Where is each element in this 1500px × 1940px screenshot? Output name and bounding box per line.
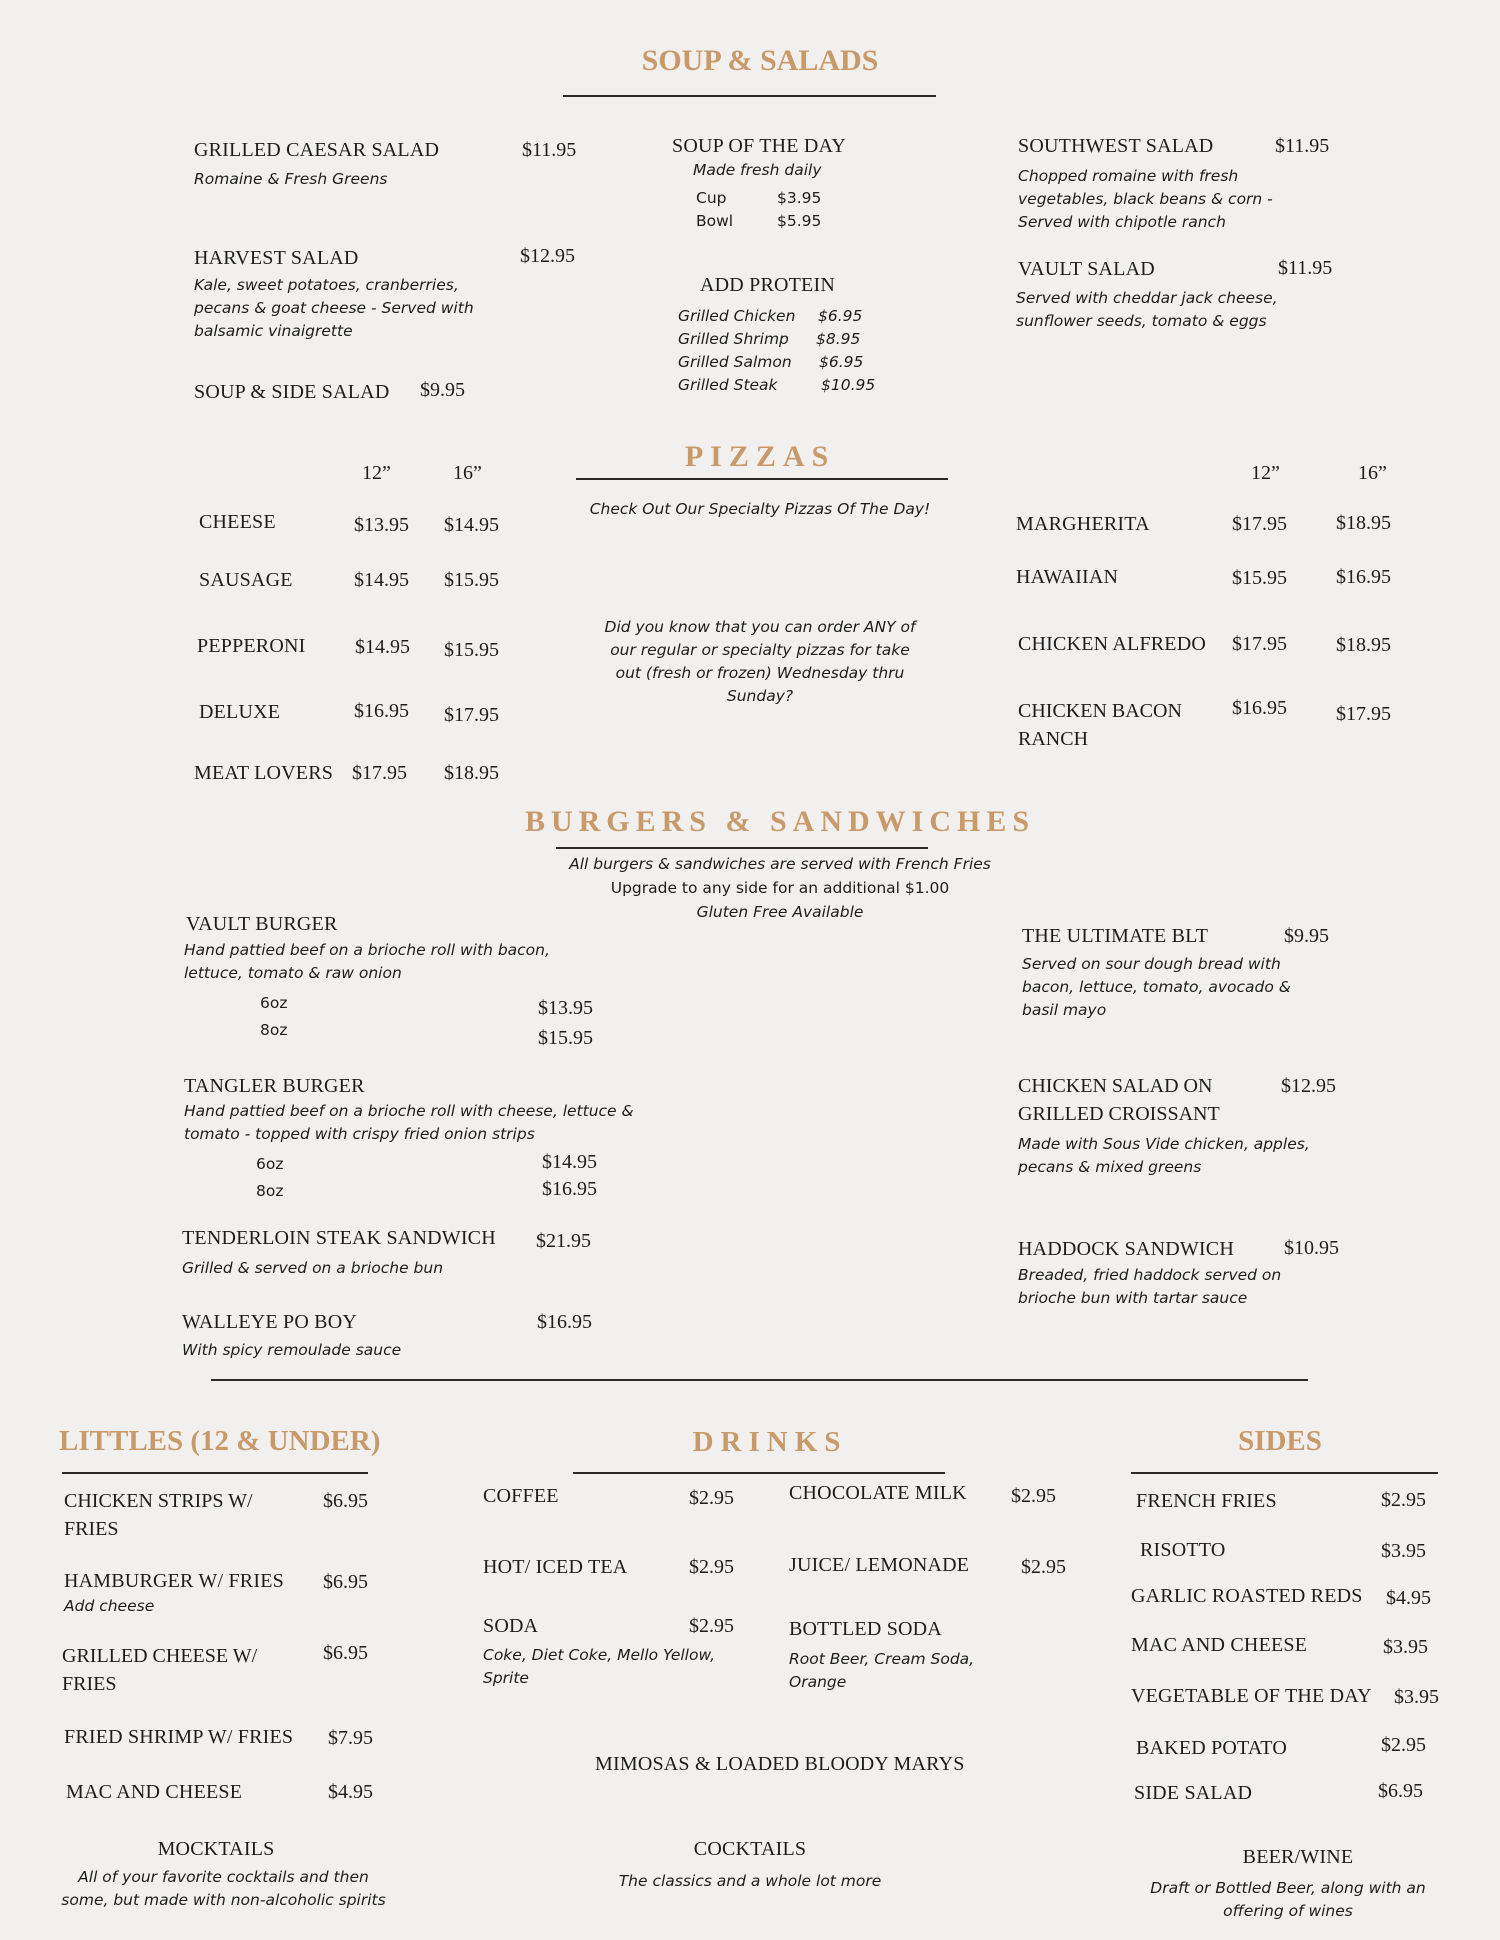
soda-price: $2.95 [689, 1615, 734, 1637]
tenderloin-price: $21.95 [536, 1230, 591, 1252]
vault-burger-desc: Hand pattied beef on a brioche roll with bacon, lettuce, tomato & raw onion [184, 941, 550, 982]
juice-name: JUICE/ LEMONADE [789, 1554, 970, 1576]
grilled-caesar-name: GRILLED CAESAR SALAD [194, 139, 440, 161]
haddock-desc: Breaded, fried haddock served on brioche bun with tartar sauce [1018, 1266, 1282, 1307]
pizza-name: MEAT LOVERS [194, 762, 334, 784]
soup-salads-divider [563, 95, 936, 97]
protein-label: Grilled Steak [678, 376, 778, 394]
pizzas-heading: PIZZAS [684, 440, 836, 473]
protein-price: $10.95 [821, 376, 876, 394]
chicken-strips-name: CHICKEN STRIPS W/ FRIES [64, 1490, 253, 1540]
side-name: BAKED POTATO [1136, 1737, 1287, 1759]
grilled-caesar-price: $11.95 [522, 139, 577, 161]
coffee-price: $2.95 [689, 1487, 734, 1509]
chicken-salad-price: $12.95 [1281, 1075, 1336, 1097]
pizza-price-12: $15.95 [1232, 567, 1287, 589]
pizza-name: CHEESE [199, 511, 276, 533]
pizza-price-16: $15.95 [444, 639, 499, 661]
drinks-heading: DRINKS [692, 1426, 848, 1458]
size-16-label-right: 16” [1358, 462, 1387, 484]
chicken-salad-desc: Made with Sous Vide chicken, apples, pecans & mixed greens [1018, 1135, 1310, 1176]
hamburger-kids-name: HAMBURGER W/ FRIES [64, 1570, 284, 1592]
pizza-name: CHICKEN ALFREDO [1018, 633, 1207, 655]
size-16-label: 16” [453, 462, 482, 484]
soup-day-desc: Made fresh daily [693, 161, 822, 179]
fried-shrimp-price: $7.95 [328, 1727, 373, 1749]
soup-side-price: $9.95 [420, 379, 465, 401]
pizza-price-12: $17.95 [1232, 513, 1287, 535]
southwest-desc: Chopped romaine with fresh vegetables, black beans & corn - Served with chipotle ranch [1018, 167, 1273, 231]
side-price: $4.95 [1386, 1587, 1431, 1609]
size-12-label-right: 12” [1251, 462, 1280, 484]
pizza-price-12: $16.95 [1232, 697, 1287, 719]
pizza-name: SAUSAGE [199, 569, 293, 591]
harvest-desc: Kale, sweet potatoes, cranberries, pecans & goat cheese - Served with balsamic vinaigrette [194, 276, 474, 340]
tenderloin-desc: Grilled & served on a brioche bun [182, 1259, 444, 1277]
pizza-price-16: $16.95 [1336, 566, 1391, 588]
pizza-price-16: $14.95 [444, 514, 499, 536]
pizza-price-12: $17.95 [352, 762, 407, 784]
soup-bowl-label: Bowl [696, 212, 734, 230]
protein-price: $6.95 [818, 307, 863, 325]
grilled-caesar-desc: Romaine & Fresh Greens [194, 170, 388, 188]
blt-desc: Served on sour dough bread with bacon, lettuce, tomato, avocado & basil mayo [1022, 955, 1291, 1019]
soda-name: SODA [483, 1615, 539, 1637]
vault-burger-price: $13.95 [538, 997, 593, 1019]
coffee-name: COFFEE [483, 1485, 559, 1507]
hamburger-kids-desc: Add cheese [64, 1597, 155, 1615]
pizza-price-12: $16.95 [354, 700, 409, 722]
pizza-name: HAWAIIAN [1016, 566, 1119, 588]
drinks-divider [573, 1472, 945, 1474]
walleye-desc: With spicy remoulade sauce [182, 1341, 402, 1359]
side-name: FRENCH FRIES [1136, 1490, 1277, 1512]
vault-salad-desc: Served with cheddar jack cheese, sunflower seeds, tomato & eggs [1016, 289, 1278, 330]
chocolate-milk-name: CHOCOLATE MILK [789, 1482, 967, 1504]
soup-bowl-price: $5.95 [777, 212, 822, 230]
beer-wine-name: BEER/WINE [1242, 1846, 1354, 1868]
mac-kids-price: $4.95 [328, 1781, 373, 1803]
pizzas-divider [576, 478, 948, 480]
southwest-price: $11.95 [1275, 135, 1330, 157]
southwest-name: SOUTHWEST SALAD [1018, 135, 1214, 157]
burgers-note-upgrade: Upgrade to any side for an additional $1.00 [610, 879, 950, 897]
side-name: MAC AND CHEESE [1131, 1634, 1308, 1656]
soup-cup-price: $3.95 [777, 189, 822, 207]
side-price: $2.95 [1381, 1734, 1426, 1756]
grilled-cheese-name: GRILLED CHEESE W/ FRIES [62, 1645, 258, 1695]
burgers-heading: BURGERS & SANDWICHES [524, 805, 1036, 838]
bottled-soda-desc: Root Beer, Cream Soda, Orange [789, 1650, 975, 1691]
protein-label: Grilled Shrimp [678, 330, 789, 348]
blt-price: $9.95 [1284, 925, 1329, 947]
vault-burger-name: VAULT BURGER [186, 913, 338, 935]
chicken-salad-name: CHICKEN SALAD ON GRILLED CROISSANT [1018, 1075, 1220, 1125]
walleye-name: WALLEYE PO BOY [182, 1311, 358, 1333]
littles-divider [62, 1472, 368, 1474]
pizza-price-12: $14.95 [355, 636, 410, 658]
section-divider [211, 1379, 1308, 1381]
side-name: VEGETABLE OF THE DAY [1131, 1685, 1372, 1707]
pizza-price-16: $18.95 [1336, 512, 1391, 534]
harvest-price: $12.95 [520, 245, 575, 267]
vault-burger-size: 6oz [260, 994, 288, 1012]
size-12-label: 12” [362, 462, 391, 484]
side-price: $2.95 [1381, 1489, 1426, 1511]
harvest-name: HARVEST SALAD [194, 247, 359, 269]
soup-day-name: SOUP OF THE DAY [672, 135, 846, 157]
side-name: GARLIC ROASTED REDS [1131, 1585, 1363, 1607]
tea-price: $2.95 [689, 1556, 734, 1578]
littles-heading: LITTLES (12 & UNDER) [59, 1425, 381, 1457]
side-price: $3.95 [1383, 1636, 1428, 1658]
pizza-name: MARGHERITA [1016, 513, 1150, 535]
mac-kids-name: MAC AND CHEESE [66, 1781, 243, 1803]
beer-wine-desc: Draft or Bottled Beer, along with an offering of wines [1150, 1879, 1426, 1920]
tangler-burger-price: $14.95 [542, 1151, 597, 1173]
side-price: $3.95 [1394, 1686, 1439, 1708]
side-price: $3.95 [1381, 1540, 1426, 1562]
vault-burger-size: 8oz [260, 1021, 288, 1039]
side-name: SIDE SALAD [1134, 1782, 1253, 1804]
pizza-name: PEPPERONI [197, 635, 306, 657]
haddock-price: $10.95 [1284, 1237, 1339, 1259]
protein-price: $8.95 [816, 330, 861, 348]
chocolate-milk-price: $2.95 [1011, 1485, 1056, 1507]
pizza-price-16: $18.95 [444, 762, 499, 784]
burgers-divider [556, 847, 928, 849]
tea-name: HOT/ ICED TEA [483, 1556, 628, 1578]
sides-heading: SIDES [1238, 1425, 1322, 1457]
vault-burger-price: $15.95 [538, 1027, 593, 1049]
tangler-burger-size: 8oz [256, 1182, 284, 1200]
burgers-note-gluten: Gluten Free Available [696, 903, 864, 921]
juice-price: $2.95 [1021, 1556, 1066, 1578]
protein-label: Grilled Salmon [678, 353, 792, 371]
mocktails-desc: All of your favorite cocktails and then some, but made with non-alcoholic spirits [61, 1868, 386, 1909]
tangler-burger-desc: Hand pattied beef on a brioche roll with cheese, lettuce & tomato - topped with crispy fried onion strips [184, 1102, 634, 1143]
chicken-strips-price: $6.95 [323, 1490, 368, 1512]
pizza-tagline: Check Out Our Specialty Pizzas Of The Day! [589, 500, 931, 518]
protein-label: Grilled Chicken [678, 307, 796, 325]
pizza-price-16: $17.95 [1336, 703, 1391, 725]
pizza-price-16: $15.95 [444, 569, 499, 591]
pizza-price-16: $17.95 [444, 704, 499, 726]
tenderloin-name: TENDERLOIN STEAK SANDWICH [182, 1227, 496, 1249]
pizza-price-16: $18.95 [1336, 634, 1391, 656]
burgers-note-fries: All burgers & sandwiches are served with French Fries [569, 855, 991, 873]
bottled-soda-name: BOTTLED SODA [789, 1618, 942, 1640]
cocktails-desc: The classics and a whole lot more [618, 1872, 882, 1890]
walleye-price: $16.95 [537, 1311, 592, 1333]
cocktails-name: COCKTAILS [693, 1838, 807, 1860]
soda-desc: Coke, Diet Coke, Mello Yellow, Sprite [483, 1646, 716, 1687]
vault-salad-price: $11.95 [1278, 257, 1333, 279]
sides-divider [1131, 1472, 1438, 1474]
hamburger-kids-price: $6.95 [323, 1571, 368, 1593]
mimosas-label: MIMOSAS & LOADED BLOODY MARYS [595, 1753, 965, 1775]
protein-price: $6.95 [819, 353, 864, 371]
fried-shrimp-name: FRIED SHRIMP W/ FRIES [64, 1726, 294, 1748]
pizza-price-12: $13.95 [354, 514, 409, 536]
pizza-price-12: $14.95 [354, 569, 409, 591]
pizza-name: CHICKEN BACON RANCH [1018, 700, 1182, 750]
pizza-price-12: $17.95 [1232, 633, 1287, 655]
pizza-takeout-note: Did you know that you can order ANY of our regular or specialty pizzas for take out (fresh or frozen) Wednesday thru Sunday? [604, 618, 916, 705]
side-price: $6.95 [1378, 1780, 1423, 1802]
grilled-cheese-price: $6.95 [323, 1642, 368, 1664]
tangler-burger-price: $16.95 [542, 1178, 597, 1200]
pizza-name: DELUXE [199, 701, 281, 723]
haddock-name: HADDOCK SANDWICH [1018, 1238, 1234, 1260]
soup-salads-heading: SOUP & SALADS [641, 44, 879, 77]
vault-salad-name: VAULT SALAD [1018, 258, 1155, 280]
soup-cup-label: Cup [696, 189, 727, 207]
tangler-burger-name: TANGLER BURGER [184, 1075, 365, 1097]
add-protein-heading: ADD PROTEIN [700, 274, 835, 296]
soup-side-name: SOUP & SIDE SALAD [194, 381, 390, 403]
side-name: RISOTTO [1140, 1539, 1226, 1561]
mocktails-name: MOCKTAILS [157, 1838, 275, 1860]
blt-name: THE ULTIMATE BLT [1022, 925, 1209, 947]
tangler-burger-size: 6oz [256, 1155, 284, 1173]
